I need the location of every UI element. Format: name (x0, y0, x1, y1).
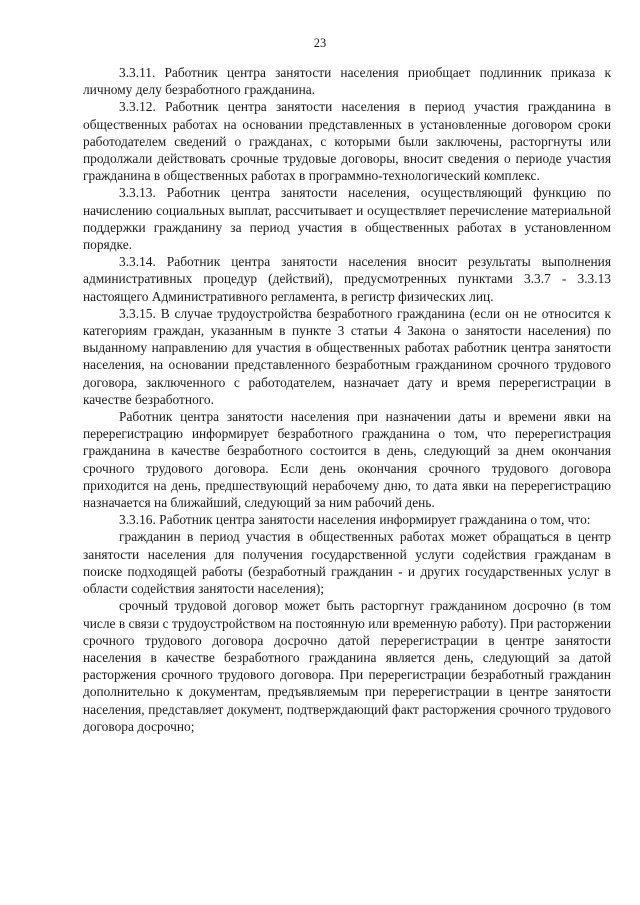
paragraph-3-3-14: 3.3.14. Работник центра занятости населения вносит результаты выполнения административных процедур (действий), предусмотренных пунктами 3.3.7 - 3.3.13 настоящего Административного регламента, в регистр физических лиц. (83, 254, 611, 304)
page-number: 23 (313, 36, 327, 50)
paragraph-3-3-12: 3.3.12. Работник центра занятости населения в период участия гражданина в общественных работах на основании представленных в установленные договором сроки работодателем сведений о гражданах, с которыми были заключены, расторгнуты или продолжали действовать срочные трудовые договоры, вносит сведения о периоде участия гражданина в общественных работах в программно-технологический комплекс. (83, 99, 611, 184)
paragraph-reregistration-info: Работник центра занятости населения при назначении даты и времени явки на перерегистрацию информирует безработного гражданина о том, что перерегистрация гражданина в качестве безработного состоится в день, следующий за днем окончания срочного трудового договора. Если день окончания срочного трудового договора приходится на день, предшествующий нерабочему дню, то дата явки на перерегистрацию назначается на ближайший, следующий за ним рабочий день. (83, 409, 611, 511)
paragraph-3-3-11: 3.3.11. Работник центра занятости населения приобщает подлинник приказа к личному делу безработного гражданина. (83, 65, 611, 98)
paragraph-early-termination: срочный трудовой договор может быть расторгнут гражданином досрочно (в том числе в связи с трудоустройством на постоянную или временную работу). При расторжении срочного трудового договора досрочно датой перерегистрации в центре занятости населения в качестве безработного гражданина является день, следующий за датой расторжения срочного трудового договора. При перерегистрации безработный гражданин дополнительно к документам, предъявляемым при перерегистрации в центре занятости населения, представляет документ, подтверждающий факт расторжения срочного трудового договора досрочно; (83, 598, 611, 734)
paragraph-3-3-15: 3.3.15. В случае трудоустройства безработного гражданина (если он не относится к категориям граждан, указанным в пункте 3 статьи 4 Закона о занятости населения) по выданному направлению для участия в общественных работах работник центра занятости населения, на основании представленного безработным гражданином срочного трудового договора, заключенного с работодателем, назначает дату и время перерегистрации в качестве безработного. (83, 305, 611, 407)
document-body (83, 64, 611, 735)
paragraph-public-works-services: гражданин в период участия в общественных работах может обращаться в центр занятости населения для получения государственной услуги содействия гражданам в поиске подходящей работы (безработный гражданин - и других государственных услуг в области содействия занятости населения); (83, 529, 611, 597)
paragraph-3-3-13: 3.3.13. Работник центра занятости населения, осуществляющий функцию по начислению социальных выплат, рассчитывает и осуществляет перечисление материальной поддержки гражданину за период участия в общественных работах в установленном порядке. (83, 185, 611, 253)
paragraph-3-3-16: 3.3.16. Работник центра занятости населения информирует гражданина о том, что: (119, 512, 591, 528)
